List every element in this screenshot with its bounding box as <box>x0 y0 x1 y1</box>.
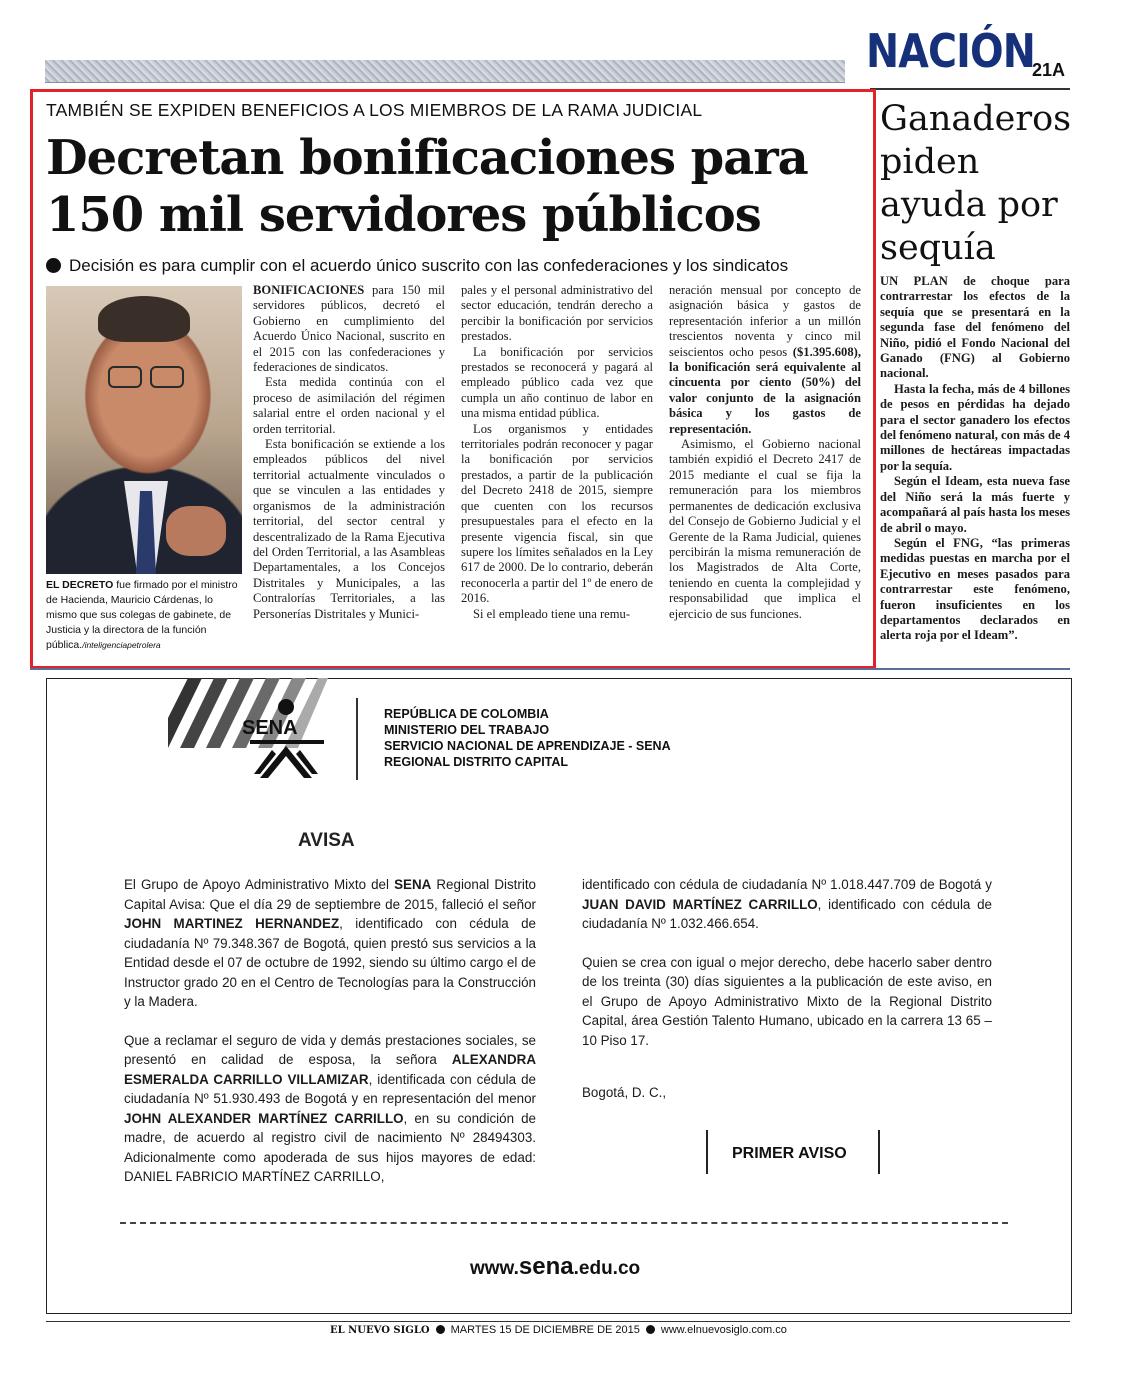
web-brand: sena <box>518 1253 574 1280</box>
inst-line-3: SERVICIO NACIONAL DE APRENDIZAJE - SENA <box>384 739 671 753</box>
ad-right-para-1 <box>582 875 992 934</box>
article-photo <box>46 286 242 574</box>
col3-para-2: Asimismo, el Gobierno nacional también expidió el Decreto 2417 de 2015 mediante el cual se fija la remuneración para los miembros permanentes de dedicación exclusiva del Consejo de Gobierno Judicial y el Gerente de la Rama Judicial, quienes percibirán la misma remuneración de los Magistrados de Alta Corte, teniendo en cuenta la complejidad y responsabilidad que implica el ejercicio de sus funciones. <box>669 437 861 621</box>
photo-caption <box>46 578 242 653</box>
article-column-1 <box>253 283 445 622</box>
inst-line-2: MINISTERIO DEL TRABAJO <box>384 723 550 737</box>
ad-text: , identificada con cédula de ciudadanía Nº 51.930.493 de Bogotá y en representación del menor <box>124 1071 536 1106</box>
headline-line-2: 150 mil servidores públicos <box>46 187 761 243</box>
footer-dot-icon <box>436 1325 445 1334</box>
ad-right-column <box>582 875 992 1069</box>
institution-block <box>384 706 671 770</box>
article-headline <box>46 130 846 244</box>
ad-left-column <box>124 875 536 1206</box>
ad-bold: JOHN MARTINEZ HERNANDEZ <box>124 916 340 931</box>
ad-website-link[interactable] <box>470 1253 640 1281</box>
photo-glasses <box>106 366 186 386</box>
col3-text-a: neración mensual por concepto de asignación básica y gastos de representación inferior a un millón trescientos noventa y cinco mil seiscientos ocho pesos <box>669 283 861 359</box>
sidebar-para-2 <box>880 382 1070 474</box>
sidebar-para-3 <box>880 474 1070 536</box>
col1-para-1 <box>253 283 445 375</box>
article-kicker: TAMBIÉN SE EXPIDEN BENEFICIOS A LOS MIEMBROS DE LA RAMA JUDICIAL <box>46 100 703 120</box>
notice-bar-right <box>878 1130 880 1174</box>
ad-right-para-2: Quien se crea con igual o mejor derecho, debe hacerlo saber dentro de los treinta (30) días siguientes a la publicación de este aviso, en el Grupo de Apoyo Administrativo Mixto de la Regional Distrito Capital, área Gestión Talento Humano, ubicado en la carrera 13 65 – 10 Piso 17. <box>582 954 992 1048</box>
sidebar-para-4 <box>880 536 1070 644</box>
ad-bold: JOHN ALEXANDER MARTÍNEZ CARRILLO <box>124 1110 404 1126</box>
sidebar-para-1 <box>880 274 1070 382</box>
ad-text: Que a reclamar el seguro de vida y demás prestaciones sociales, se presentó en calidad de esposa, la señora <box>124 1032 536 1067</box>
sidebar-top-rule <box>870 88 1070 90</box>
photo-hand <box>166 506 226 556</box>
section-name: NACIÓN <box>866 24 1036 78</box>
col2-para-2: La bonificación por servicios prestados se reconocerá y pagará al empleado público cada vez que cumpla un año continuo de labor en una misma entidad pública. <box>461 344 653 421</box>
footer-date: MARTES 15 DE DICIEMBRE DE 2015 <box>450 1324 640 1336</box>
ad-bold: ALEXANDRA ESMERALDA CARRILLO VILLAMIZAR <box>124 1052 536 1087</box>
article-column-2 <box>461 283 653 622</box>
headline-line-1: Decretan bonificaciones para <box>46 130 808 186</box>
web-suffix: .edu.co <box>573 1258 641 1279</box>
inst-line-4: REGIONAL DISTRITO CAPITAL <box>384 755 569 769</box>
col1-para-3: Esta bonificación se extiende a los empleados públicos del nivel territorial actualmente vinculados o que se vinculen a las entidades y organismos de la administración territorial, del sector central y descentralizado de la Rama Ejecutiva del Orden Territorial, a las Asambleas Departamentales, a los Concejos Distritales y Municipales, a las Contralorías Territoriales, a las Personerías Distritales y Munici- <box>253 437 445 621</box>
page-number: 21A <box>1032 60 1066 80</box>
deck-text: Decisión es para cumplir con el acuerdo único suscrito con las confederaciones y los sindicatos <box>69 256 789 275</box>
col1-para-2: Esta medida continúa con el proceso de asimilación del régimen salarial entre el orden nacional y el orden territorial. <box>253 375 445 436</box>
footer-dot-icon <box>646 1325 655 1334</box>
notice-bar-left <box>706 1130 708 1174</box>
section-divider <box>30 668 1070 670</box>
col1-text-1: para 150 mil servidores públicos, decretó el Gobierno en cumplimiento del Acuerdo Único Nacional, suscrito en el 2015 con las confederaciones y federaciones de sindicatos. <box>253 283 445 375</box>
ad-text: , identificado con cédula de ciudadanía Nº 1.032.466.654. <box>582 896 992 931</box>
ad-heading: AVISA <box>298 830 355 851</box>
caption-credit: /inteligenciapetrolera <box>82 640 161 650</box>
footer-url[interactable]: www.elnuevosiglo.com.co <box>660 1324 787 1336</box>
page-footer <box>330 1324 787 1336</box>
col2-para-3: Los organismos y entidades territoriales podrán reconocer y pagar la bonificación por servicios prestados, a partir de la publicación del Decreto 2418 de 2015, siempre que cuenten con los recursos presupuestales para el efecto en la presente vigencia fiscal, sin que supere los límites señalados en la Ley 617 de 2000. De lo contrario, deberán reconocerla a partir del 1º de enero de 2016. <box>461 421 653 606</box>
article-column-3 <box>669 283 861 622</box>
logo-separator <box>356 698 358 780</box>
sidebar-text-4: Según el FNG, “las primeras medidas puestas en marcha por el Ejecutivo en meses pasados para contrarrestar este fenómeno, fueron insuficientes en los departamentos declarados en alerta roja por el Ideam”. <box>880 535 1070 643</box>
masthead-texture-bar <box>45 60 845 83</box>
ad-left-para-1 <box>124 875 536 1012</box>
ad-text: Regional Distrito Capital Avisa: Que el día 29 de septiembre de 2015, falleció el señor <box>124 877 536 912</box>
ad-bold: JUAN DAVID MARTÍNEZ CARRILLO <box>582 896 818 912</box>
ad-text: identificado con cédula de ciudadanía Nº 1.018.447.709 de Bogotá y <box>582 877 992 892</box>
col1-lead: BONIFICACIONES <box>253 283 365 297</box>
ad-text: El Grupo de Apoyo Administrativo Mixto del <box>124 877 395 892</box>
sidebar-text-3: Según el Ideam, esta nueva fase del Niño será la más fuerte y acompañará al país hasta los meses de abril o mayo. <box>880 474 1070 535</box>
caption-lead: EL DECRETO <box>46 579 114 591</box>
sena-logo-text: SENA <box>242 717 298 739</box>
web-prefix: www. <box>470 1258 519 1279</box>
ad-bold: SENA <box>394 877 432 892</box>
col2-para-1: pales y el personal administrativo del sector educación, tendrán derecho a percibir la bonificación por servicios prestados. <box>461 283 653 344</box>
sena-logo-icon <box>240 698 336 780</box>
sidebar-lead: UN PLAN <box>880 274 948 288</box>
ad-signoff: Bogotá, D. C., <box>582 1085 667 1100</box>
sidebar-body <box>880 274 1070 644</box>
article-deck <box>46 256 788 276</box>
col3-text-b: ($1.395.608), la bonificación será equivalente al cincuenta por ciento (50%) del valor conjunto de la asignación básica y los gastos de representación. <box>669 344 861 436</box>
sidebar-text-1: de choque para contrarrestar los efectos de la sequía que se presentará en la segunda fase del fenómeno del Niño, pidió el Fondo Nacional del Ganado (FNG) al Gobierno nacional. <box>880 274 1071 381</box>
ad-left-para-2 <box>124 1031 536 1187</box>
footer-brand: EL NUEVO SIGLO <box>330 1325 430 1336</box>
photo-hair <box>98 296 190 342</box>
sidebar-text-2: Hasta la fecha, más de 4 billones de pesos en pérdidas ha dejado para el sector ganadero los efectos del fenómeno natural, con más de 4 millones de hectáreas impactadas por la sequía. <box>880 381 1070 473</box>
sena-logo <box>240 698 336 780</box>
footer-rule <box>46 1321 1070 1322</box>
caption-text: fue firmado por el ministro de Hacienda, Mauricio Cárdenas, lo mismo que sus colegas de gabinete, de Justicia y la directora de la función pública. <box>46 579 238 651</box>
notice-label: PRIMER AVISO <box>732 1145 847 1162</box>
cut-line <box>120 1222 1008 1224</box>
bullet-icon <box>46 258 61 273</box>
inst-line-1: REPÚBLICA DE COLOMBIA <box>384 707 549 721</box>
ad-text: , identificado con cédula de ciudadanía Nº 79.348.367 de Bogotá, quien prestó sus servicios a la Entidad desde el 07 de octubre de 1992, siendo su último cargo el de Instructor grado 20 en el Centro de Tecnologías para la Construcción y la Madera. <box>124 916 536 1009</box>
col3-para-1 <box>669 283 861 437</box>
sidebar-title: Ganaderos piden ayuda por sequía <box>880 99 1072 268</box>
col2-para-4: Si el empleado tiene una remu- <box>473 606 631 621</box>
ad-text: , en su condición de madre, de acuerdo al registro civil de nacimiento Nº 28494303. Adicionalmente como apoderada de sus hijos mayores de edad: DANIEL FABRICIO MARTÍNEZ CARRILLO, <box>124 1110 536 1184</box>
